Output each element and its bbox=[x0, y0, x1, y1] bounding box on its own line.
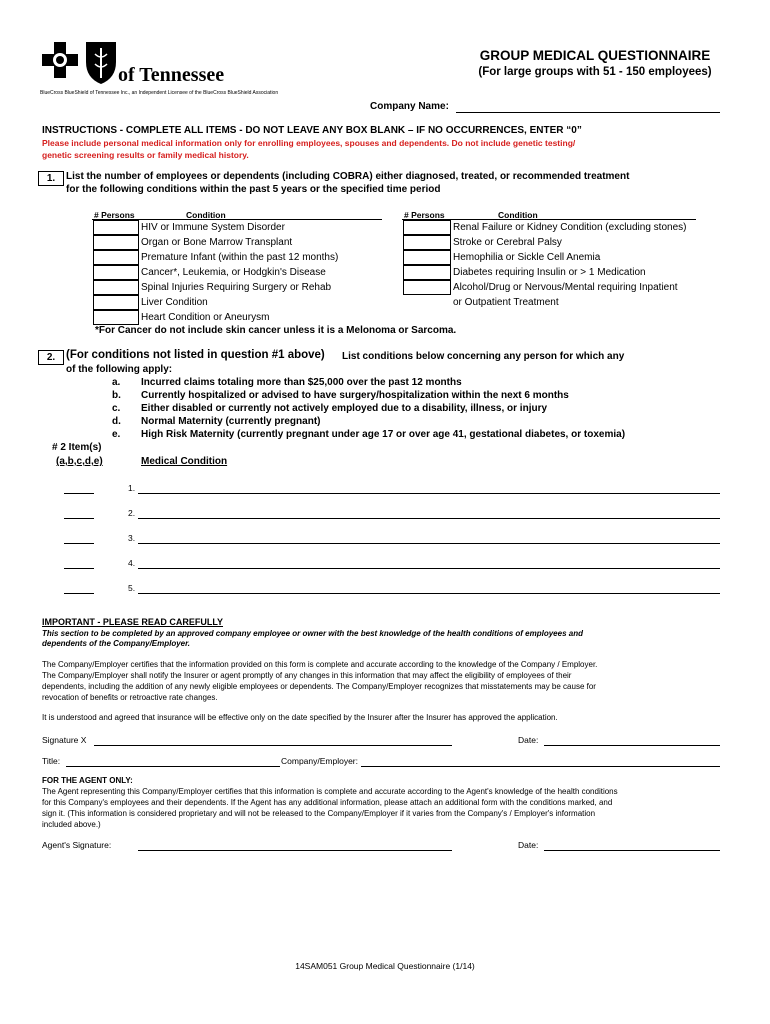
agent-line-4: included above.) bbox=[42, 820, 101, 829]
bcbs-logo bbox=[40, 40, 120, 86]
agent-line-2: for this Company's employees and their dependents. If the Agent has any additional information, please attach an additional form with the conditions marked, and bbox=[42, 798, 613, 807]
persons-input-stroke[interactable] bbox=[403, 235, 451, 250]
form-title: GROUP MEDICAL QUESTIONNAIRE bbox=[479, 48, 711, 63]
persons-input-renal[interactable] bbox=[403, 220, 451, 235]
important-para1-1: The Company/Employer certifies that the information provided on this form is complete and accurate according to the knowledge of the Company / Employer. bbox=[42, 660, 598, 669]
logo-tagline: BlueCross BlueShield of Tennessee Inc., an Independent Licensee of the BlueCross BlueShield Association bbox=[40, 90, 279, 96]
condition-left-1: HIV or Immune System Disorder bbox=[141, 222, 285, 233]
signature-label: Signature X bbox=[42, 735, 87, 745]
q2-letter-a: a. bbox=[112, 377, 121, 388]
q2-item-d: Normal Maternity (currently pregnant) bbox=[141, 416, 321, 427]
condition-left-5: Spinal Injuries Requiring Surgery or Rehab bbox=[141, 282, 332, 293]
cross-shield-icon bbox=[40, 40, 120, 86]
condition-left-2: Organ or Bone Marrow Transplant bbox=[141, 237, 293, 248]
q2-condition-field-4[interactable] bbox=[138, 568, 720, 569]
important-para2: It is understood and agreed that insurance will be effective only on the date specified by the Insurer after the Insurer has approved the application. bbox=[42, 713, 558, 722]
q2-item-a: Incurred claims totaling more than $25,000 over the past 12 months bbox=[141, 377, 462, 388]
q2-heading-rest: List conditions below concerning any person for which any bbox=[342, 351, 625, 362]
persons-input-hiv[interactable] bbox=[93, 220, 139, 235]
condition-left-6: Liver Condition bbox=[141, 297, 208, 308]
q2-items-letters: (a,b,c,d,e) bbox=[56, 456, 103, 467]
important-italic-2: dependents of the Company/Employer. bbox=[42, 639, 191, 648]
q2-row-num-1: 1. bbox=[128, 483, 136, 493]
agent-date-field[interactable] bbox=[544, 850, 720, 851]
company-employer-field[interactable] bbox=[361, 766, 720, 767]
company-name-label: Company Name: bbox=[370, 101, 449, 112]
agent-signature-label: Agent's Signature: bbox=[42, 840, 112, 850]
persons-input-premature[interactable] bbox=[93, 250, 139, 265]
condition-left-3: Premature Infant (within the past 12 months) bbox=[141, 252, 339, 263]
q2-item-c: Either disabled or currently not actively employed due to a disability, illness, or injury bbox=[141, 403, 548, 414]
persons-input-cancer[interactable] bbox=[93, 265, 139, 280]
instructions-red-1: Please include personal medical information only for enrolling employees, spouses and dependents. Do not include genetic testing/ bbox=[42, 138, 576, 148]
q2-row-num-5: 5. bbox=[128, 583, 136, 593]
condition-right-1: Renal Failure or Kidney Condition (excluding stones) bbox=[453, 222, 687, 233]
company-employer-label: Company/Employer: bbox=[281, 756, 359, 766]
q2-row-num-3: 3. bbox=[128, 533, 136, 543]
persons-input-transplant[interactable] bbox=[93, 235, 139, 250]
date-label: Date: bbox=[518, 735, 539, 745]
q1-text-2: for the following conditions within the past 5 years or the specified time period bbox=[66, 184, 441, 195]
q2-item-field-5[interactable] bbox=[64, 593, 94, 594]
persons-input-heart[interactable] bbox=[93, 310, 139, 325]
important-italic-1: This section to be completed by an approved company employee or owner with the best knowledge of the health conditions of employees and bbox=[42, 629, 583, 638]
condition-right-5: Alcohol/Drug or Nervous/Mental requiring Inpatient bbox=[453, 282, 678, 293]
company-name-field[interactable] bbox=[456, 112, 720, 113]
form-id-footer: 14SAM051 Group Medical Questionnaire (1/14) bbox=[295, 961, 475, 971]
condition-right-4: Diabetes requiring Insulin or > 1 Medication bbox=[453, 267, 646, 278]
q1-footnote: *For Cancer do not include skin cancer unless it is a Melonoma or Sarcoma. bbox=[95, 325, 457, 336]
q1-col-condition-left: Condition bbox=[186, 210, 226, 220]
title-field[interactable] bbox=[66, 766, 280, 767]
q2-condition-field-1[interactable] bbox=[138, 493, 720, 494]
agent-date-label: Date: bbox=[518, 840, 539, 850]
q2-condition-field-3[interactable] bbox=[138, 543, 720, 544]
agent-line-3: sign it. (This information is considered proprietary and will not be released to the Company/Employer if it varies from the Company's / Employer's information bbox=[42, 809, 596, 818]
agent-signature-field[interactable] bbox=[138, 850, 452, 851]
signature-field[interactable] bbox=[94, 745, 452, 746]
q2-letter-e: e. bbox=[112, 429, 121, 440]
agent-heading: FOR THE AGENT ONLY: bbox=[42, 776, 133, 785]
form-subtitle: (For large groups with 51 - 150 employees) bbox=[478, 66, 712, 78]
instructions-red-2: genetic screening results or family medical history. bbox=[42, 150, 249, 160]
important-heading: IMPORTANT - PLEASE READ CAREFULLY bbox=[42, 617, 224, 627]
q2-item-field-3[interactable] bbox=[64, 543, 94, 544]
logo-text: of Tennessee bbox=[118, 64, 225, 86]
q2-row-num-4: 4. bbox=[128, 558, 136, 568]
q2-item-field-4[interactable] bbox=[64, 568, 94, 569]
q1-col-condition-right: Condition bbox=[498, 210, 538, 220]
q1-col-persons-right: # Persons bbox=[404, 210, 445, 220]
q1-text-1: List the number of employees or dependents (including COBRA) either diagnosed, treated, or recommended treatment bbox=[66, 171, 630, 182]
q1-number: 1. bbox=[38, 171, 64, 186]
important-para1-2: The Company/Employer shall notify the Insurer or agent promptly of any changes in this information that may affect the eligibility of employees of their bbox=[42, 671, 572, 680]
q2-condition-field-2[interactable] bbox=[138, 518, 720, 519]
q2-letter-d: d. bbox=[112, 416, 121, 427]
title-label: Title: bbox=[42, 756, 61, 766]
q2-items-label: # 2 Item(s) bbox=[52, 442, 102, 453]
persons-input-spinal[interactable] bbox=[93, 280, 139, 295]
q2-number: 2. bbox=[38, 350, 64, 365]
persons-input-liver[interactable] bbox=[93, 295, 139, 310]
q2-item-e: High Risk Maternity (currently pregnant under age 17 or over age 41, gestational diabetes, or toxemia) bbox=[141, 429, 626, 440]
condition-left-4: Cancer*, Leukemia, or Hodgkin's Disease bbox=[141, 267, 326, 278]
medical-condition-label: Medical Condition bbox=[141, 456, 228, 467]
q2-item-b: Currently hospitalized or advised to have surgery/hospitalization within the next 6 months bbox=[141, 390, 569, 401]
q2-item-field-2[interactable] bbox=[64, 518, 94, 519]
date-field[interactable] bbox=[544, 745, 720, 746]
q2-condition-field-5[interactable] bbox=[138, 593, 720, 594]
condition-right-3: Hemophilia or Sickle Cell Anemia bbox=[453, 252, 601, 263]
condition-right-6: or Outpatient Treatment bbox=[453, 297, 559, 308]
q1-col-persons-left: # Persons bbox=[94, 210, 135, 220]
q2-row-num-2: 2. bbox=[128, 508, 136, 518]
agent-line-1: The Agent representing this Company/Employer certifies that this information is complete and accurate according to the Agent's knowledge of the health conditions bbox=[42, 787, 618, 796]
persons-input-diabetes[interactable] bbox=[403, 265, 451, 280]
q2-item-field-1[interactable] bbox=[64, 493, 94, 494]
persons-input-hemophilia[interactable] bbox=[403, 250, 451, 265]
important-para1-4: revocation of benefits or retroactive rate changes. bbox=[42, 693, 218, 702]
instructions-main: INSTRUCTIONS - COMPLETE ALL ITEMS - DO NOT LEAVE ANY BOX BLANK – IF NO OCCURRENCES, ENTER “0” bbox=[42, 125, 582, 136]
persons-input-alcohol[interactable] bbox=[403, 280, 451, 295]
important-para1-3: dependents, including the addition of any newly eligible employees or dependents. The Company/Employer recognizes that misstatements may be cause for bbox=[42, 682, 596, 691]
condition-left-7: Heart Condition or Aneurysm bbox=[141, 312, 270, 323]
condition-right-2: Stroke or Cerebral Palsy bbox=[453, 237, 562, 248]
q2-letter-c: c. bbox=[112, 403, 121, 414]
q2-line2: of the following apply: bbox=[66, 364, 173, 375]
q2-heading: (For conditions not listed in question #1 above) bbox=[66, 349, 325, 361]
q2-letter-b: b. bbox=[112, 390, 121, 401]
